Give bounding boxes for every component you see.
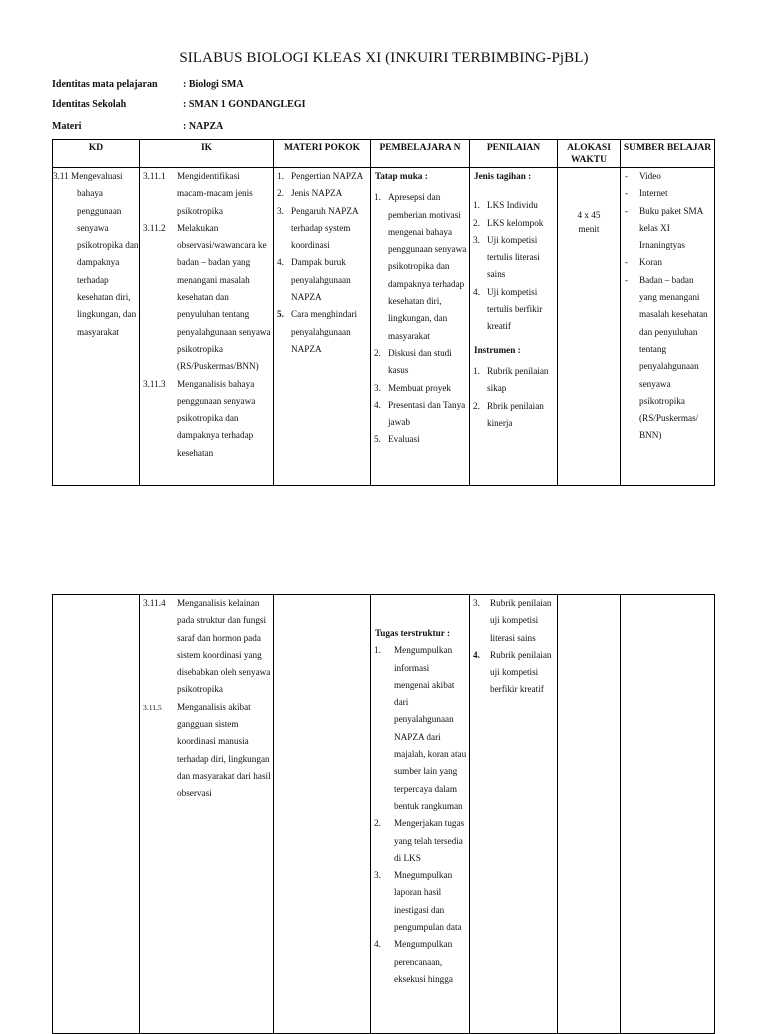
- ik-item: [140, 699, 273, 803]
- document-title: SILABUS BIOLOGI KLEAS XI (INKUIRI TERBIMBING-PjBL): [179, 50, 589, 66]
- identity-value: : SMAN 1 GONDANGLEGI: [183, 99, 306, 110]
- ik-item: [140, 220, 273, 376]
- list-item: - Badan – badan yang menangani masalah kesehatan dan penyuluhan tentang penyalahgunaan senyawa psikotropika (RS/Puskermas/ BNN): [625, 274, 708, 441]
- cell-pembelajaran: [371, 168, 470, 486]
- list-item: 4. Mengumpulkan perencanaan, eksekusi hingga: [374, 939, 453, 984]
- cell-sumber-empty: [621, 595, 715, 1034]
- header-kd: KD: [53, 140, 140, 168]
- cell-ik: [140, 168, 274, 486]
- list-item: 5. Cara menghindari penyalahgunaan NAPZA: [277, 309, 358, 354]
- cell-alokasi-empty: [558, 595, 621, 1034]
- kd-code: 3.11: [53, 171, 69, 181]
- ik-text: Melakukan observasi/wawancara ke badan – badan yang menangani masalah kesehatan dan penyuluhan tentang penyalahgunaan senyawa psikotropika (RS/Puskermas/BNN): [177, 222, 271, 372]
- jenis-tagihan-list: [470, 197, 557, 335]
- identity-value: : NAPZA: [183, 121, 224, 132]
- ik-code: 3.11.3: [143, 378, 166, 389]
- alokasi-value: 4 x 45 menit: [577, 210, 601, 234]
- list-item: - Video: [625, 171, 661, 181]
- list-item: - Buku paket SMA kelas XI Irnaningtyas: [625, 205, 703, 251]
- penilaian-list: [470, 595, 557, 699]
- list-item: 1. Mengumpulkan informasi mengenai akibat dari penyalahgunaan NAPZA dari majalah, koran atau sumber lain yang terpercaya dalam bentuk rangkuman: [374, 645, 467, 811]
- identity-label: Identitas Sekolah: [52, 99, 127, 110]
- list-item: 4. Uji kompetisi tertulis berfikir kreatif: [473, 286, 543, 332]
- ik-code: 3.11.2: [143, 222, 166, 233]
- list-item: 2. Rbrik penilaian kinerja: [473, 400, 544, 428]
- table-row: [53, 168, 715, 486]
- list-item: 5. Evaluasi: [374, 434, 420, 445]
- cell-sumber-belajar: [621, 168, 715, 486]
- instrumen-heading: Instrumen :: [474, 344, 521, 355]
- header-pembelajaran: PEMBELAJARA N: [371, 140, 470, 168]
- syllabus-table-1: [52, 139, 715, 486]
- cell-penilaian: [470, 168, 558, 486]
- list-item: 4. Rubrik penilaian uji kompetisi berfikir kreatif: [473, 649, 552, 695]
- list-item: 2. LKS kelompok: [473, 217, 544, 228]
- materi-list: [274, 168, 370, 358]
- header-materi-pokok: MATERI POKOK: [274, 140, 371, 168]
- header-ik: IK: [140, 140, 274, 168]
- list-item: 2. Jenis NAPZA: [277, 188, 343, 199]
- tugas-terstruktur-heading: Tugas terstruktur :: [375, 628, 451, 638]
- list-item: 2. Mengerjakan tugas yang telah tersedia di LKS: [374, 818, 465, 863]
- header-sumber-belajar: SUMBER BELAJAR: [621, 140, 715, 168]
- cell-materi-pokok: [274, 168, 371, 486]
- list-item: 2. Diskusi dan studi kasus: [374, 347, 452, 376]
- table-row: [53, 595, 715, 1034]
- list-item: 3. Rubrik penilaian uji kompetisi literasi sains: [473, 598, 552, 643]
- cell-kd-empty: [53, 595, 140, 1034]
- ik-code: 3.11.1: [143, 171, 166, 181]
- cell-kd: [53, 168, 140, 486]
- list-item: 4. Presentasi dan Tanya jawab: [374, 399, 466, 428]
- pembelajaran-heading: Tatap muka :: [375, 171, 428, 181]
- list-item: 4. Dampak buruk penyalahgunaan NAPZA: [277, 257, 351, 303]
- list-item: 3. Pengaruh NAPZA terhadap system koordinasi: [277, 205, 359, 251]
- header-alokasi-waktu: ALOKASI WAKTU: [558, 140, 621, 168]
- ik-text: Menganalisis kelainan pada struktur dan fungsi saraf dan hormon pada sistem koordinasi yang disebabkan oleh senyawa psikotropika: [177, 598, 271, 695]
- syllabus-table-2: [52, 594, 715, 1034]
- list-item: 3. Uji kompetisi tertulis literasi sains: [473, 234, 540, 280]
- cell-penilaian: [470, 595, 558, 1034]
- ik-item: [140, 168, 273, 220]
- table-header-row: [53, 140, 715, 168]
- ik-code: 3.11.5: [143, 702, 162, 712]
- kd-text-rest: bahaya penggunaan senyawa psikotropika dan dampaknya terhadap kesehatan diri, lingkungan, dan masyarakat: [77, 188, 139, 337]
- list-item: 1. LKS Individu: [473, 200, 538, 211]
- ik-code: 3.11.4: [143, 598, 166, 608]
- pembelajaran-list: [371, 189, 469, 448]
- identity-value: : Biologi SMA: [183, 79, 244, 90]
- tugas-list: [371, 642, 469, 988]
- kd-text: Mengevaluasi: [71, 171, 123, 181]
- ik-text: Menganalisis bahaya penggunaan senyawa psikotropika dan dampaknya terhadap kesehatan: [177, 378, 256, 458]
- list-item: 3. Mnegumpulkan laporan hasil inestigasi dan pengumpulan data: [374, 870, 462, 933]
- identity-label: Identitas mata pelajaran: [52, 79, 158, 90]
- instrumen-list: [470, 363, 557, 432]
- list-item: 3. Membuat proyek: [374, 382, 452, 393]
- sumber-list: [621, 168, 714, 445]
- list-item: 1. Pengertian NAPZA: [277, 171, 364, 181]
- cell-alokasi-waktu: [558, 168, 621, 486]
- jenis-tagihan-heading: Jenis tagihan :: [474, 171, 532, 181]
- ik-text: Menganalisis akibat gangguan sistem koordinasi manusia terhadap diri, lingkungan dan masyarakat dari hasil observasi: [177, 701, 271, 799]
- list-item: 1. Apresepsi dan pemberian motivasi mengenai bahaya penggunaan senyawa psikotropika dan dampaknya terhadap kesehatan diri, lingkungan, dan masyarakat: [374, 192, 467, 341]
- list-item: - Koran: [625, 257, 662, 268]
- header-penilaian: PENILAIAN: [470, 140, 558, 168]
- cell-ik: [140, 595, 274, 1034]
- identity-label: Materi: [52, 121, 82, 132]
- list-item: - Internet: [625, 188, 668, 199]
- cell-materi-empty: [274, 595, 371, 1034]
- list-item: 1. Rubrik penilaian sikap: [473, 365, 549, 394]
- ik-item: [140, 595, 273, 699]
- cell-pembelajaran: [371, 595, 470, 1034]
- ik-item: [140, 376, 273, 462]
- ik-text: Mengidentifikasi macam-macam jenis psikotropika: [177, 171, 253, 216]
